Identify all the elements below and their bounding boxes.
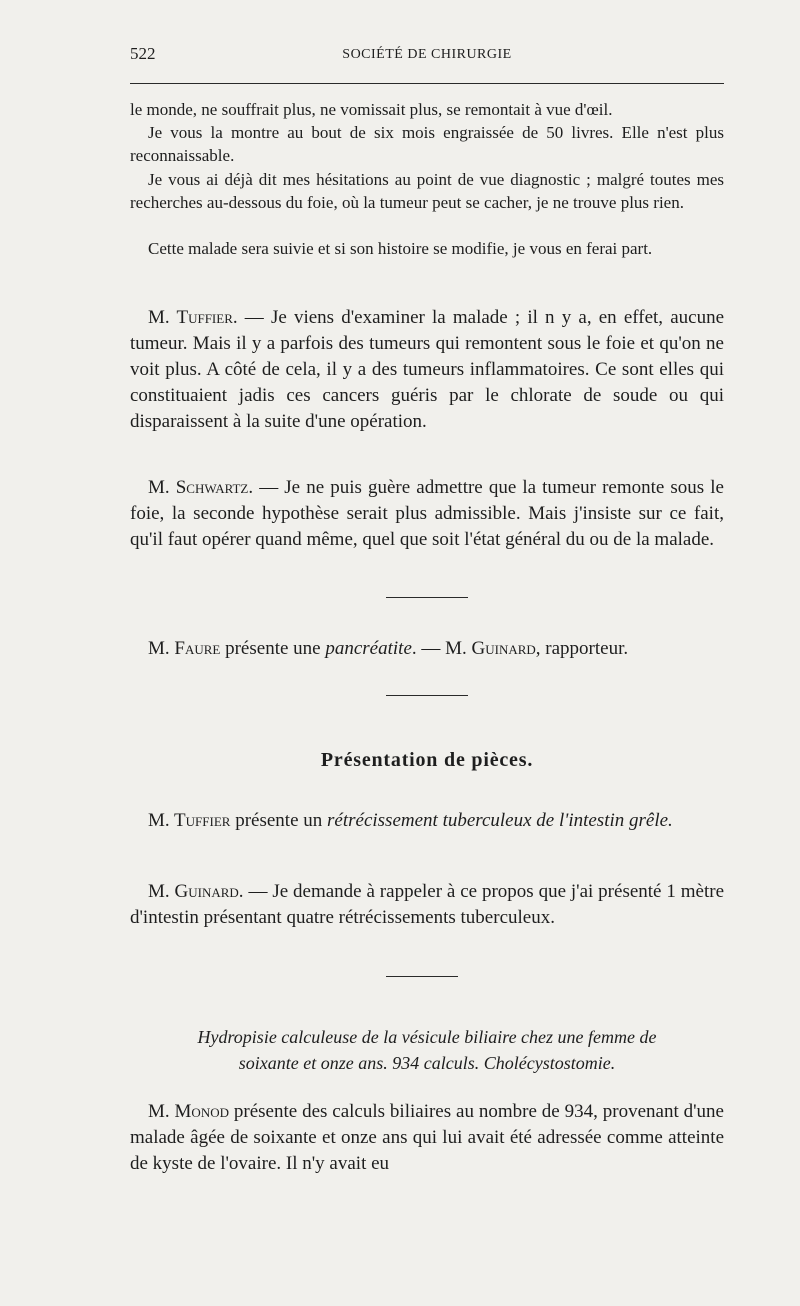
- running-header: [130, 44, 724, 72]
- paragraph-3: Je vous ai déjà dit mes hésitations au point de vue diagnostic ; malgré toutes mes recherches au-dessous du foie, où la tumeur peut se cacher, je ne trouve plus rien.: [130, 170, 724, 212]
- page-number: 522: [130, 44, 156, 63]
- speaker-monod: M. Monod: [148, 1101, 229, 1122]
- monod-paragraph: [130, 1099, 724, 1177]
- tuffier2-topic: rétrécissement tuberculeux de l'intestin grêle.: [327, 810, 673, 831]
- guinard2-text: — Je demande à rappeler à ce propos que j'ai présenté 1 mètre d'intestin présentant quatre rétrécissements tuberculeux.: [130, 881, 724, 928]
- tuffier-presentation: [130, 808, 724, 834]
- paragraph-4: Cette malade sera suivie et si son histoire se modifie, je vous en ferai part.: [148, 239, 653, 258]
- speaker-tuffier: M. Tuffier.: [148, 307, 238, 328]
- speaker-guinard: M. Guinard: [445, 638, 536, 659]
- article-title-line-1: Hydropisie calculeuse de la vésicule biliaire chez une femme de: [197, 1027, 657, 1047]
- paragraph-1: le monde, ne souffrait plus, ne vomissait plus, se remontait à vue d'œil.: [130, 100, 613, 119]
- faure-line: [130, 636, 724, 662]
- section-heading: Présentation de pièces.: [320, 749, 534, 771]
- speaker-faure: M. Faure: [148, 638, 221, 659]
- speaker-tuffier-2: M. Tuffier: [148, 810, 231, 831]
- faure-tail: , rapporteur.: [535, 638, 629, 659]
- header-rule: [130, 83, 724, 84]
- article-title-line-2: soixante et onze ans. 934 calculs. Cholécystostomie.: [238, 1053, 616, 1073]
- separator-rule-3: [386, 976, 458, 977]
- schwartz-text: — Je ne puis guère admettre que la tumeur remonte sous le foie, la seconde hypothèse serait plus admissible. Mais j'insiste sur ce fait, qu'il faut opérer quand même, quel que soit l'état général du ou de la malade.: [130, 477, 724, 550]
- monod-text: présente des calculs biliaires au nombre de 934, provenant d'une malade âgée de soixante et onze ans qui lui avait été adressée comme atteinte de kyste de l'ovaire. Il n'y avait eu: [130, 1101, 724, 1174]
- guinard-remark: [130, 879, 724, 931]
- paragraph-2: Je vous la montre au bout de six mois engraissée de 50 livres. Elle n'est plus reconnaissable.: [130, 123, 724, 165]
- separator-rule-2: [386, 695, 468, 696]
- tuffier2-mid: présente un: [230, 810, 328, 831]
- faure-mid: présente une: [220, 638, 326, 659]
- speaker-guinard-2: M. Guinard.: [148, 881, 244, 902]
- faure-dash: . —: [411, 638, 446, 659]
- running-title: SOCIÉTÉ DE CHIRURGIE: [342, 47, 512, 62]
- schwartz-remark: [130, 475, 724, 553]
- tuffier-text: — Je viens d'examiner la malade ; il n y a, en effet, aucune tumeur. Mais il y a parfois des tumeurs qui remontent sous le foie et qu'on ne voit plus. A côté de cela, il y a des tumeurs inflammatoires. Ce sont elles qui constituaient jadis ces cancers guéris par le chlorate de soude ou qui disparaissent à la suite d'une opération.: [130, 307, 724, 432]
- faure-topic: pancréatite: [325, 638, 412, 659]
- speaker-schwartz: M. Schwartz.: [148, 477, 254, 498]
- tuffier-remark: [130, 305, 724, 435]
- separator-rule-1: [386, 597, 468, 598]
